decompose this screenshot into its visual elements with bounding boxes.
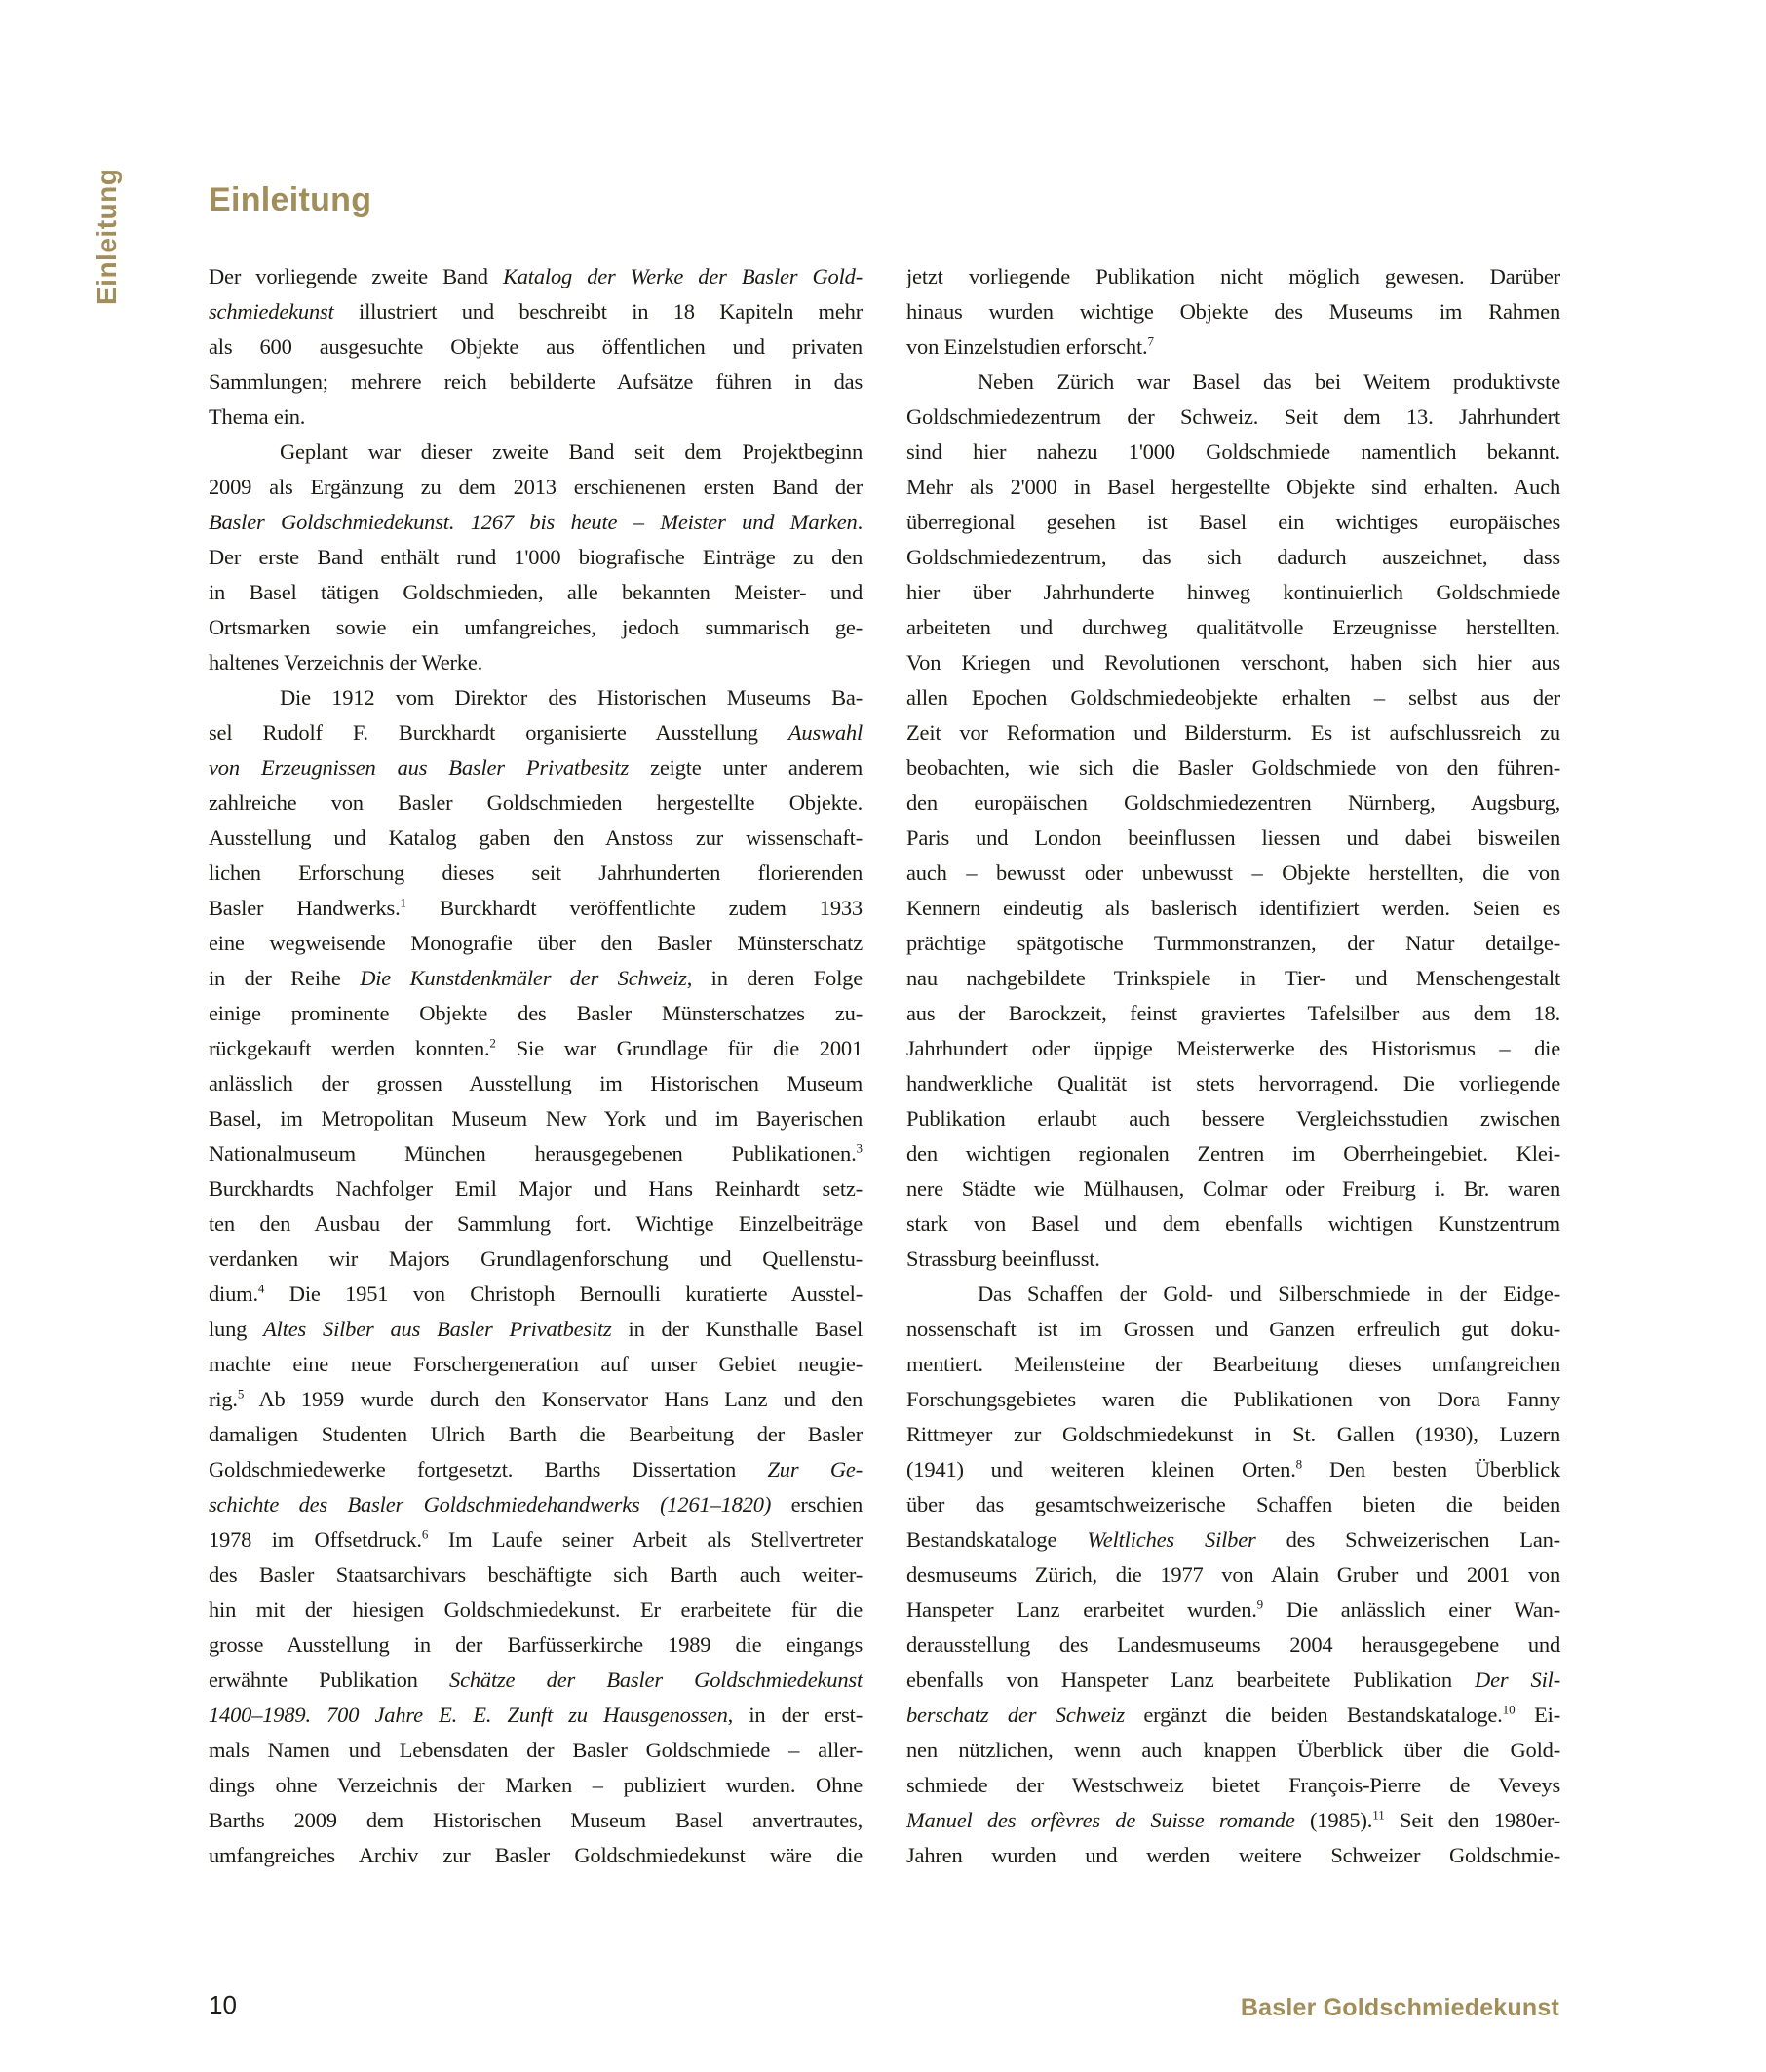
text-segment: den wichtigen regionalen Zentren im Oberrheingebiet. Klei-: [906, 1141, 1560, 1166]
text-segment: mentiert. Meilensteine der Bearbeitung dieses umfangreichen: [906, 1352, 1560, 1376]
text-segment: Nationalmuseum München herausgegebenen Publikationen.: [209, 1141, 857, 1166]
text-line: [906, 259, 1560, 294]
text-segment: Auswahl: [787, 720, 863, 745]
text-line: [906, 680, 1560, 715]
text-segment: lichen Erforschung dieses seit Jahrhunderten florierenden: [209, 861, 863, 885]
text-line: [209, 1101, 863, 1136]
text-segment: in Basel tätigen Goldschmieden, alle bekannten Meister- und: [209, 580, 863, 604]
text-segment: hin mit der hiesigen Goldschmiedekunst. Er erarbeitete für die: [209, 1597, 863, 1622]
text-segment: mals Namen und Lebensdaten der Basler Goldschmiede – aller-: [209, 1738, 863, 1762]
text-segment: Altes Silber aus Basler Privatbesitz: [263, 1317, 612, 1341]
text-line: [209, 715, 863, 750]
text-line: [209, 1171, 863, 1207]
text-segment: sind hier nahezu 1'000 Goldschmiede namentlich bekannt.: [906, 440, 1560, 464]
text-line: [906, 1312, 1560, 1347]
text-segment: Basler Handwerks.: [209, 896, 401, 920]
text-segment: umfangreiches Archiv zur Basler Goldschmiedekunst wäre die: [209, 1843, 863, 1867]
text-segment: Mehr als 2'000 in Basel hergestellte Objekte sind erhalten. Auch: [906, 475, 1560, 499]
text-segment: zahlreiche von Basler Goldschmieden hergestellte Objekte.: [209, 790, 863, 815]
text-segment: verdanken wir Majors Grundlagenforschung und Quellenstu-: [209, 1247, 863, 1271]
text-line: [209, 961, 863, 996]
text-line: [906, 1101, 1560, 1136]
text-segment: auch – bewusst oder unbewusst – Objekte herstellten, die von: [906, 861, 1560, 885]
text-segment: Neben Zürich war Basel das bei Weitem produktivste: [978, 369, 1560, 394]
text-line: [906, 294, 1560, 329]
text-line: [209, 1452, 863, 1487]
text-line: [906, 1487, 1560, 1522]
text-segment: ten den Ausbau der Sammlung fort. Wichtige Einzelbeiträge: [209, 1211, 863, 1236]
text-line: [906, 1171, 1560, 1207]
text-line: [209, 1382, 863, 1417]
text-segment: als 600 ausgesuchte Objekte aus öffentlichen und privaten: [209, 334, 863, 359]
footnote-marker: 7: [1147, 333, 1154, 349]
text-column-right: [906, 259, 1560, 1873]
text-line: [906, 1347, 1560, 1382]
text-line: [209, 329, 863, 365]
text-segment: ergänzt die beiden Bestandskataloge.: [1124, 1703, 1503, 1727]
text-segment: Burckhardt veröffentlichte zudem 1933: [406, 896, 863, 920]
text-segment: erschien: [771, 1492, 863, 1516]
text-segment: derausstellung des Landesmuseums 2004 herausgegebene und: [906, 1632, 1560, 1657]
text-line: [209, 1207, 863, 1242]
text-line: [906, 1277, 1560, 1312]
text-segment: schmiede der Westschweiz bietet François-Pierre de Veveys: [906, 1773, 1560, 1797]
text-segment: lung: [209, 1317, 264, 1341]
text-segment: Das Schaffen der Gold- und Silberschmiede in der Eidge-: [978, 1282, 1560, 1306]
text-line: [209, 470, 863, 505]
text-line: [209, 294, 863, 329]
text-line: [906, 435, 1560, 470]
text-segment: damaligen Studenten Ulrich Barth die Bearbeitung der Basler: [209, 1422, 863, 1446]
text-segment: Ortsmarken sowie ein umfangreiches, jedoch summarisch ge-: [209, 615, 863, 639]
text-line: [209, 1066, 863, 1101]
text-line: [209, 1417, 863, 1452]
text-segment: Burckhardts Nachfolger Emil Major und Hans Reinhardt setz-: [209, 1176, 863, 1201]
text-line: [209, 1347, 863, 1382]
text-line: [906, 540, 1560, 575]
text-line: [906, 1557, 1560, 1592]
text-line: [906, 1838, 1560, 1873]
footnote-marker: 1: [400, 895, 407, 910]
text-segment: , in deren Folge: [686, 966, 863, 990]
text-line: [209, 1698, 863, 1733]
text-line: [209, 750, 863, 786]
text-line: [209, 365, 863, 400]
text-line: [209, 400, 863, 435]
text-segment: hinaus wurden wichtige Objekte des Museums im Rahmen: [906, 299, 1560, 324]
text-line: [209, 1557, 863, 1592]
text-line: [906, 610, 1560, 645]
footnote-marker: 8: [1295, 1456, 1303, 1472]
text-segment: Der vorliegende zweite Band: [209, 264, 503, 288]
text-segment: Goldschmiedezentrum, das sich dadurch auszeichnet, dass: [906, 545, 1560, 569]
text-line: [906, 891, 1560, 926]
text-segment: Von Kriegen und Revolutionen verschont, haben sich hier aus: [906, 650, 1560, 674]
footnote-marker: 5: [237, 1386, 245, 1401]
text-segment: Den besten Überblick: [1302, 1457, 1560, 1481]
text-segment: in der Reihe: [209, 966, 361, 990]
text-segment: allen Epochen Goldschmiedeobjekte erhalten – selbst aus der: [906, 685, 1560, 710]
footnote-marker: 3: [856, 1140, 863, 1156]
text-line: [906, 470, 1560, 505]
text-line: [906, 645, 1560, 680]
text-line: [209, 1277, 863, 1312]
text-line: [906, 1417, 1560, 1452]
text-line: [209, 856, 863, 891]
text-segment: schmiedekunst: [209, 299, 334, 324]
text-segment: Sie war Grundlage für die 2001: [495, 1036, 863, 1060]
text-segment: Goldschmiedezentrum der Schweiz. Seit dem 13. Jahrhundert: [906, 404, 1560, 429]
text-segment: überregional gesehen ist Basel ein wichtiges europäisches: [906, 510, 1560, 534]
text-segment: Jahrhundert oder üppige Meisterwerke des Historismus – die: [906, 1036, 1560, 1060]
text-line: [209, 1628, 863, 1663]
text-segment: Die 1912 vom Direktor des Historischen Museums Ba-: [280, 685, 863, 710]
text-line: [906, 821, 1560, 856]
text-line: [209, 996, 863, 1031]
footnote-marker: 4: [257, 1281, 265, 1296]
text-segment: einige prominente Objekte des Basler Münsterschatzes zu-: [209, 1001, 863, 1025]
text-line: [906, 505, 1560, 540]
text-line: [209, 786, 863, 821]
text-segment: nau nachgebildete Trinkspiele in Tier- und Menschengestalt: [906, 966, 1560, 990]
text-segment: erwähnte Publikation: [209, 1668, 450, 1692]
text-segment: , in der erst-: [727, 1703, 863, 1727]
text-line: [906, 365, 1560, 400]
text-segment: Seit den 1980er-: [1384, 1808, 1560, 1832]
text-line: [906, 575, 1560, 610]
text-segment: schichte des Basler Goldschmiedehandwerks (1261–1820): [209, 1492, 772, 1516]
text-segment: 1978 im Offsetdruck.: [209, 1527, 422, 1552]
text-line: [209, 926, 863, 961]
text-segment: Weltliches Silber: [1087, 1527, 1256, 1552]
text-segment: Ei-: [1515, 1703, 1560, 1727]
text-line: [906, 1803, 1560, 1838]
text-line: [209, 1592, 863, 1628]
text-line: [209, 1136, 863, 1171]
footnote-marker: 2: [489, 1035, 496, 1051]
page-number: 10: [209, 1990, 237, 2019]
text-segment: beobachten, wie sich die Basler Goldschmiede von den führen-: [906, 755, 1560, 780]
text-column-left: [209, 259, 863, 1873]
text-segment: Sammlungen; mehrere reich bebilderte Aufsätze führen in das: [209, 369, 863, 394]
text-segment: Forschungsgebietes waren die Publikationen von Dora Fanny: [906, 1387, 1560, 1411]
running-footer-title: Basler Goldschmiedekunst: [1240, 1994, 1559, 2021]
text-segment: Zeit vor Reformation und Bildersturm. Es ist aufschlussreich zu: [906, 720, 1560, 745]
text-segment: Manuel des orfèvres de Suisse romande: [906, 1808, 1295, 1832]
text-segment: ebenfalls von Hanspeter Lanz bearbeitete Publikation: [906, 1668, 1476, 1692]
text-line: [209, 1312, 863, 1347]
text-segment: Ausstellung und Katalog gaben den Anstoss zur wissenschaft-: [209, 825, 863, 850]
text-segment: Katalog der Werke der Basler Gold-: [502, 264, 863, 288]
text-segment: von Einzelstudien erforscht.: [906, 334, 1148, 359]
margin-chapter-label: Einleitung: [92, 168, 122, 305]
text-segment: Publikation erlaubt auch bessere Vergleichsstudien zwischen: [906, 1106, 1560, 1131]
text-segment: Hanspeter Lanz erarbeitet wurden.: [906, 1597, 1257, 1622]
text-segment: berschatz der Schweiz: [906, 1703, 1125, 1727]
text-line: [906, 961, 1560, 996]
text-line: [906, 400, 1560, 435]
text-line: [906, 1628, 1560, 1663]
text-segment: Jahren wurden und werden weitere Schweizer Goldschmie-: [906, 1843, 1560, 1867]
text-line: [906, 1698, 1560, 1733]
text-segment: Geplant war dieser zweite Band seit dem Projektbeginn: [280, 440, 863, 464]
text-segment: machte eine neue Forschergeneration auf unser Gebiet neugie-: [209, 1352, 863, 1376]
text-segment: den europäischen Goldschmiedezentren Nürnberg, Augsburg,: [906, 790, 1560, 815]
text-line: [906, 856, 1560, 891]
footnote-marker: 6: [421, 1526, 429, 1542]
text-line: [209, 1663, 863, 1698]
text-segment: über das gesamtschweizerische Schaffen bieten die beiden: [906, 1492, 1560, 1516]
text-line: [906, 1592, 1560, 1628]
text-segment: (1941) und weiteren kleinen Orten.: [906, 1457, 1296, 1481]
text-segment: hier über Jahrhunderte hinweg kontinuierlich Goldschmiede: [906, 580, 1560, 604]
text-segment: dings ohne Verzeichnis der Marken – publiziert wurden. Ohne: [209, 1773, 863, 1797]
text-segment: nen nützlichen, wenn auch knappen Überblick über die Gold-: [906, 1738, 1560, 1762]
text-line: [906, 1242, 1560, 1277]
text-segment: Goldschmiedewerke fortgesetzt. Barths Dissertation: [209, 1457, 768, 1481]
text-line: [209, 259, 863, 294]
text-segment: Basel, im Metropolitan Museum New York und im Bayerischen: [209, 1106, 863, 1131]
text-line: [906, 926, 1560, 961]
text-segment: Die anlässlich einer Wan-: [1263, 1597, 1560, 1622]
text-line: [906, 750, 1560, 786]
text-line: [906, 1066, 1560, 1101]
text-line: [209, 1031, 863, 1066]
text-segment: Ab 1959 wurde durch den Konservator Hans Lanz und den: [244, 1387, 863, 1411]
text-line: [906, 1382, 1560, 1417]
text-segment: Rittmeyer zur Goldschmiedekunst in St. Gallen (1930), Luzern: [906, 1422, 1560, 1446]
text-segment: Barths 2009 dem Historischen Museum Basel anvertrautes,: [209, 1808, 863, 1832]
text-segment: jetzt vorliegende Publikation nicht möglich gewesen. Darüber: [906, 264, 1560, 288]
text-line: [209, 821, 863, 856]
text-line: [209, 1768, 863, 1803]
text-segment: arbeiteten und durchweg qualitätvolle Erzeugnisse herstellten.: [906, 615, 1560, 639]
text-segment: Zur Ge-: [767, 1457, 863, 1481]
text-segment: prächtige spätgotische Turmmonstranzen, der Natur detailge-: [906, 931, 1560, 955]
text-line: [906, 1768, 1560, 1803]
text-segment: desmuseums Zürich, die 1977 von Alain Gruber und 2001 von: [906, 1562, 1560, 1587]
text-line: [209, 540, 863, 575]
text-segment: Im Laufe seiner Arbeit als Stellvertreter: [428, 1527, 863, 1552]
text-segment: Kennern eindeutig als baslerisch identifiziert werden. Seien es: [906, 896, 1560, 920]
text-segment: Schätze der Basler Goldschmiedekunst: [449, 1668, 863, 1692]
text-line: [906, 996, 1560, 1031]
text-segment: .: [857, 510, 863, 534]
text-line: [906, 786, 1560, 821]
text-segment: rückgekauft werden konnten.: [209, 1036, 490, 1060]
text-line: [209, 610, 863, 645]
text-segment: Strassburg beeinflusst.: [906, 1247, 1100, 1271]
text-line: [209, 575, 863, 610]
section-heading: Einleitung: [209, 181, 372, 218]
text-segment: Die 1951 von Christoph Bernoulli kuratierte Ausstel-: [264, 1282, 863, 1306]
text-segment: nossenschaft ist im Grossen und Ganzen erfreulich gut doku-: [906, 1317, 1560, 1341]
text-segment: handwerkliche Qualität ist stets hervorragend. Die vorliegende: [906, 1071, 1560, 1095]
text-line: [906, 1452, 1560, 1487]
text-segment: des Schweizerischen Lan-: [1255, 1527, 1560, 1552]
text-segment: Der Sil-: [1475, 1668, 1560, 1692]
text-line: [209, 435, 863, 470]
text-line: [209, 1487, 863, 1522]
text-line: [209, 505, 863, 540]
text-segment: sel Rudolf F. Burckhardt organisierte Ausstellung: [209, 720, 788, 745]
text-segment: aus der Barockzeit, feinst graviertes Tafelsilber aus dem 18.: [906, 1001, 1560, 1025]
text-segment: haltenes Verzeichnis der Werke.: [209, 650, 483, 674]
text-segment: Die Kunstdenkmäler der Schweiz: [360, 966, 687, 990]
text-line: [906, 715, 1560, 750]
footnote-marker: 10: [1502, 1702, 1516, 1717]
text-line: [209, 1522, 863, 1557]
text-line: [209, 1803, 863, 1838]
text-segment: illustriert und beschreibt in 18 Kapiteln mehr: [333, 299, 863, 324]
text-segment: 2009 als Ergänzung zu dem 2013 erschienenen ersten Band der: [209, 475, 863, 499]
text-line: [906, 1207, 1560, 1242]
footnote-marker: 11: [1372, 1807, 1385, 1823]
footnote-marker: 9: [1256, 1596, 1264, 1612]
text-segment: 1400–1989. 700 Jahre E. E. Zunft zu Hausgenossen: [209, 1703, 728, 1727]
text-segment: Paris und London beeinflussen liessen und dabei bisweilen: [906, 825, 1560, 850]
text-line: [209, 1242, 863, 1277]
text-line: [906, 1522, 1560, 1557]
text-line: [209, 680, 863, 715]
text-segment: in der Kunsthalle Basel: [611, 1317, 863, 1341]
text-line: [209, 891, 863, 926]
text-line: [906, 1136, 1560, 1171]
text-line: [906, 329, 1560, 365]
text-segment: des Basler Staatsarchivars beschäftigte sich Barth auch weiter-: [209, 1562, 863, 1587]
text-segment: Basler Goldschmiedekunst. 1267 bis heute – Meister und Marken: [209, 510, 858, 534]
text-segment: anlässlich der grossen Ausstellung im Historischen Museum: [209, 1071, 863, 1095]
text-segment: grosse Ausstellung in der Barfüsserkirche 1989 die eingangs: [209, 1632, 863, 1657]
text-line: [209, 1838, 863, 1873]
text-segment: zeigte unter anderem: [629, 755, 863, 780]
text-line: [209, 1733, 863, 1768]
text-line: [906, 1663, 1560, 1698]
text-segment: (1985).: [1294, 1808, 1373, 1832]
text-segment: Der erste Band enthält rund 1'000 biografische Einträge zu den: [209, 545, 863, 569]
text-segment: Thema ein.: [209, 404, 306, 429]
text-segment: eine wegweisende Monografie über den Basler Münsterschatz: [209, 931, 863, 955]
text-segment: von Erzeugnissen aus Basler Privatbesitz: [209, 755, 630, 780]
text-segment: Bestandskataloge: [906, 1527, 1088, 1552]
text-segment: dium.: [209, 1282, 258, 1306]
text-segment: nere Städte wie Mülhausen, Colmar oder Freiburg i. Br. waren: [906, 1176, 1560, 1201]
text-line: [906, 1031, 1560, 1066]
text-line: [906, 1733, 1560, 1768]
text-segment: stark von Basel und dem ebenfalls wichtigen Kunstzentrum: [906, 1211, 1560, 1236]
text-segment: rig.: [209, 1387, 238, 1411]
text-line: [209, 645, 863, 680]
